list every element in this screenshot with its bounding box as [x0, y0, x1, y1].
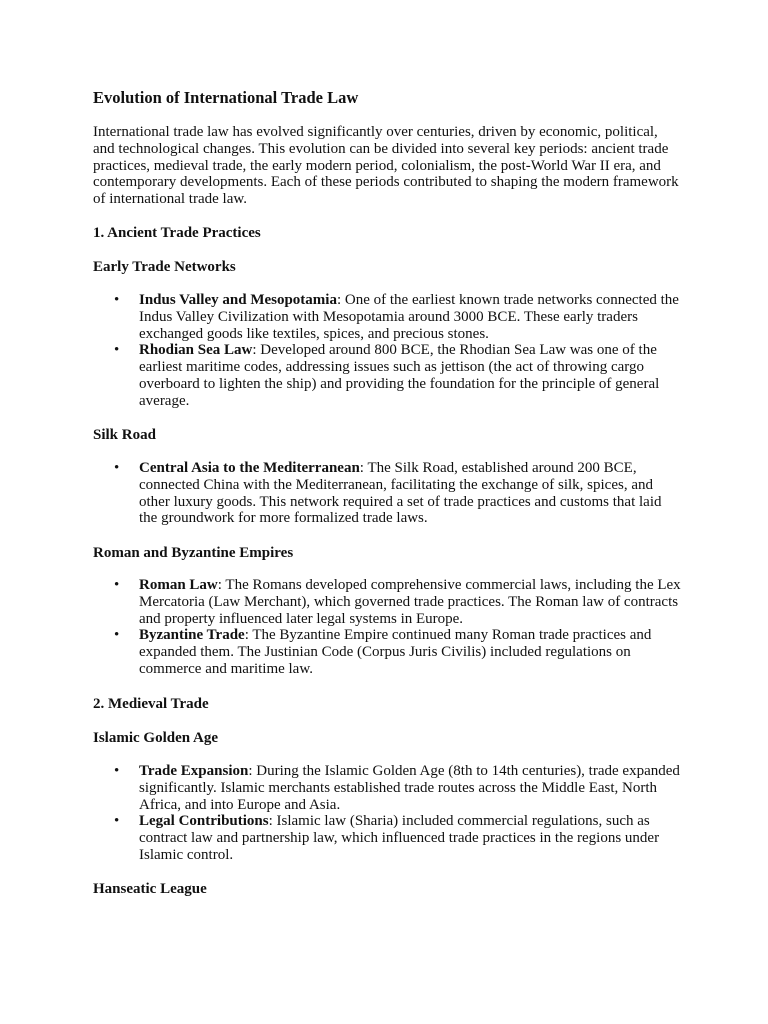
list-item-text: : One of the earliest known trade networks connected the Indus Valley Civilization with Mesopotamia around 3000 BCE. These early traders exchanged goods like textiles, spices, and precious stones.: [139, 292, 679, 342]
list-item-term: Indus Valley and Mesopotamia: [139, 292, 337, 308]
section-heading-ancient-trade: 1. Ancient Trade Practices: [93, 225, 261, 241]
list-item-text: : Developed around 800 BCE, the Rhodian Sea Law was one of the earliest maritime codes, addressing issues such as jettison (the act of throwing cargo overboard to lighten the ship) and providing the foundation for the principle of general average.: [139, 342, 660, 409]
subsection-heading-islamic-golden-age: Islamic Golden Age: [93, 730, 219, 746]
bullet-icon: •: [114, 342, 120, 359]
list-item: [93, 813, 683, 863]
list-item: [93, 342, 683, 409]
list-item-term: Rhodian Sea Law: [139, 342, 253, 359]
bullet-icon: •: [114, 460, 120, 476]
document-title: Evolution of International Trade Law: [93, 88, 359, 107]
bullet-icon: •: [114, 292, 120, 308]
subsection-heading-hanseatic-league: Hanseatic League: [93, 881, 207, 897]
list-item-term: Roman Law: [139, 577, 218, 593]
subsection-heading-roman-byzantine: Roman and Byzantine Empires: [93, 545, 294, 561]
section-heading-medieval-trade: 2. Medieval Trade: [93, 696, 209, 712]
list-item: [93, 460, 683, 527]
list-item: [93, 763, 683, 813]
bullet-icon: •: [114, 763, 120, 779]
bullet-list-early-trade-networks: [93, 292, 683, 410]
list-item-text: : The Romans developed comprehensive commercial laws, including the Lex Mercatoria (Law Merchant), which governed trade practices. The Roman law of contracts and property influenced later legal systems in Europe.: [139, 577, 681, 627]
list-item-term: Byzantine Trade: [139, 627, 245, 644]
list-item-term: Legal Contributions: [139, 813, 269, 830]
list-item-term: Central Asia to the Mediterranean: [139, 460, 360, 476]
subsection-heading-early-trade-networks: Early Trade Networks: [93, 259, 236, 275]
bullet-icon: •: [114, 627, 120, 644]
list-item-text: : The Silk Road, established around 200 BCE, connected China with the Mediterranean, facilitating the exchange of silk, spices, and other luxury goods. This network required a set of trade practices and customs that laid the groundwork for more formalized trade laws.: [139, 460, 662, 527]
bullet-icon: •: [114, 813, 120, 830]
list-item: [93, 577, 683, 627]
intro-paragraph: International trade law has evolved significantly over centuries, driven by economic, political, and technological changes. This evolution can be divided into several key periods: ancient trade practices, medieval trade, the early modern period, colonialism, the post-World War II era, and contemporary developments. Each of these periods contributed to shaping the modern framework of international trade law.: [93, 124, 679, 208]
list-item-term: Trade Expansion: [139, 763, 249, 779]
bullet-icon: •: [114, 577, 120, 593]
list-item-text: : Islamic law (Sharia) included commercial regulations, such as contract law and partnership law, which influenced trade practices in the regions under Islamic control.: [139, 813, 660, 863]
bullet-list-roman-byzantine: [93, 577, 683, 678]
bullet-list-islamic-golden-age: [93, 763, 683, 864]
list-item: [93, 292, 683, 342]
list-item-text: : During the Islamic Golden Age (8th to 14th centuries), trade expanded significantly. Islamic merchants established trade routes across the Middle East, North Africa, and into Europe and Asia.: [139, 763, 680, 813]
list-item: [93, 627, 683, 677]
bullet-list-silk-road: [93, 460, 683, 527]
list-item-text: : The Byzantine Empire continued many Roman trade practices and expanded them. The Justinian Code (Corpus Juris Civilis) included regulations on commerce and maritime law.: [139, 627, 652, 677]
subsection-heading-silk-road: Silk Road: [93, 427, 156, 443]
